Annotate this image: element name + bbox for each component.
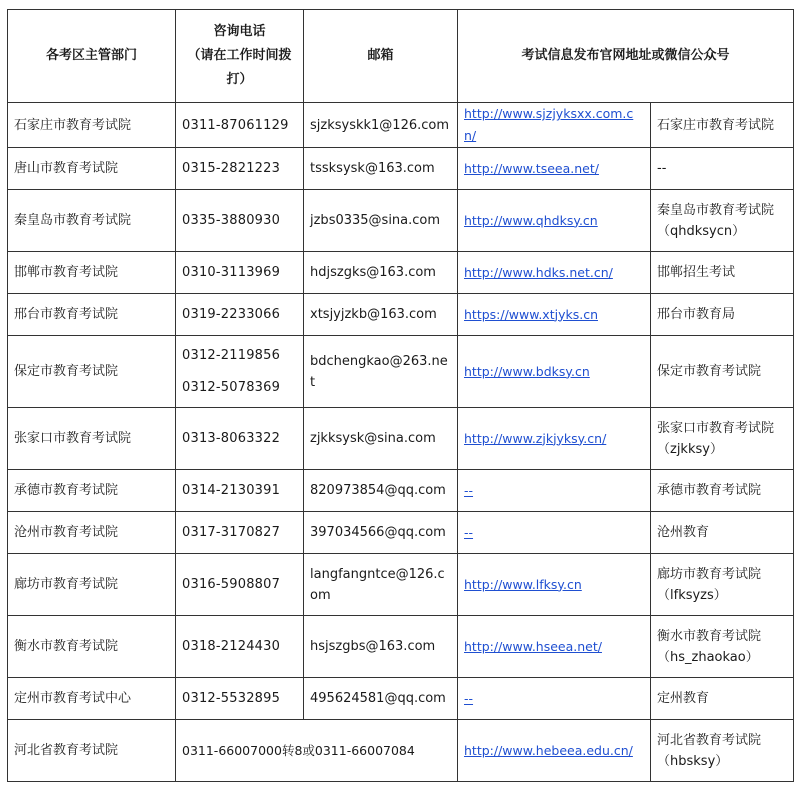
website-cell <box>458 408 651 470</box>
dept-cell: 保定市教育考试院 <box>8 336 176 408</box>
header-phone-line1: 咨询电话 <box>213 24 266 39</box>
header-site: 考试信息发布官网地址或微信公众号 <box>458 10 794 103</box>
wechat-account: 邯郸招生考试 <box>657 265 736 280</box>
wechat-account: （hs_zhaokao） <box>657 649 759 665</box>
website-link[interactable]: http://www.bdksy.cn <box>464 363 590 379</box>
phone-number: 0310-3113969 <box>182 265 281 280</box>
website-link[interactable]: http://www.zjkjyksy.cn/ <box>464 430 607 446</box>
phone-number: 0314-2130391 <box>182 483 281 498</box>
phone-cell <box>176 512 304 554</box>
wechat-account: （lfksyzs） <box>657 587 727 603</box>
phone-cell <box>176 103 304 148</box>
table-row <box>8 554 794 616</box>
dept-cell: 张家口市教育考试院 <box>8 408 176 470</box>
email-cell: jzbs0335@sina.com <box>304 190 458 252</box>
header-email: 邮箱 <box>304 10 458 103</box>
phone-cell <box>176 408 304 470</box>
wechat-account: 石家庄市教育考试院 <box>657 117 775 133</box>
phone-number: 0312-5532895 <box>182 691 281 706</box>
email-cell: xtsjyjzkb@163.com <box>304 294 458 336</box>
email-cell: 820973854@qq.com <box>304 470 458 512</box>
dept-cell: 石家庄市教育考试院 <box>8 103 176 148</box>
email-cell: hdjszgks@163.com <box>304 252 458 294</box>
table-row <box>8 252 794 294</box>
website-link[interactable]: http://www.qhdksy.cn <box>464 212 598 228</box>
website-cell <box>458 294 651 336</box>
website-cell <box>458 512 651 554</box>
table-row <box>8 408 794 470</box>
email-cell: zjkksysk@sina.com <box>304 408 458 470</box>
phone-cell <box>176 190 304 252</box>
wechat-cell <box>651 616 794 678</box>
wechat-account: （zjkksy） <box>657 441 723 457</box>
dept-cell: 河北省教育考试院 <box>8 720 176 782</box>
website-cell <box>458 554 651 616</box>
phone-number: 0335-3880930 <box>182 213 281 228</box>
phone-cell <box>176 294 304 336</box>
website-link[interactable]: http://www.tseea.net/ <box>464 160 599 176</box>
table-row <box>8 148 794 190</box>
phone-cell-merged: 0311-66007000转8或0311-66007084 <box>176 720 458 782</box>
wechat-cell <box>651 512 794 554</box>
wechat-cell <box>651 554 794 616</box>
website-cell <box>458 190 651 252</box>
phone-cell <box>176 554 304 616</box>
header-phone-line2: （请在工作时间拨打） <box>187 48 292 87</box>
wechat-account: 张家口市教育考试院 <box>657 420 775 436</box>
website-link[interactable]: -- <box>464 524 474 540</box>
phone-number: 0313-8063322 <box>182 431 281 446</box>
dept-cell: 沧州市教育考试院 <box>8 512 176 554</box>
phone-cell <box>176 616 304 678</box>
table-row <box>8 470 794 512</box>
wechat-account: （hbsksy） <box>657 753 729 769</box>
website-link[interactable]: http://www.hebeea.edu.cn/ <box>464 742 633 758</box>
wechat-cell <box>651 148 794 190</box>
email-cell: bdchengkao@263.net <box>304 336 458 408</box>
wechat-cell <box>651 408 794 470</box>
dept-cell: 衡水市教育考试院 <box>8 616 176 678</box>
email-cell: 397034566@qq.com <box>304 512 458 554</box>
dept-cell: 唐山市教育考试院 <box>8 148 176 190</box>
website-cell <box>458 252 651 294</box>
wechat-account: -- <box>657 161 667 176</box>
dept-cell: 定州市教育考试中心 <box>8 678 176 720</box>
wechat-cell <box>651 103 794 148</box>
wechat-account: 定州教育 <box>657 691 710 706</box>
email-cell: hsjszgbs@163.com <box>304 616 458 678</box>
phone-number: 0312-2119856 <box>182 347 281 363</box>
table-body <box>8 103 794 782</box>
wechat-cell <box>651 720 794 782</box>
dept-cell: 承德市教育考试院 <box>8 470 176 512</box>
email-cell: langfangntce@126.com <box>304 554 458 616</box>
phone-number: 0311-87061129 <box>182 117 289 133</box>
dept-cell: 邯郸市教育考试院 <box>8 252 176 294</box>
table-row <box>8 336 794 408</box>
table-row <box>8 190 794 252</box>
phone-number: 0317-3170827 <box>182 525 281 540</box>
contact-table <box>7 9 794 782</box>
phone-cell <box>176 336 304 408</box>
phone-cell <box>176 678 304 720</box>
phone-number: 0312-5078369 <box>182 379 281 395</box>
phone-cell <box>176 148 304 190</box>
wechat-account: 廊坊市教育考试院 <box>657 566 762 582</box>
website-link[interactable]: http://www.hseea.net/ <box>464 638 602 654</box>
wechat-account: 邢台市教育局 <box>657 307 736 322</box>
wechat-account: （qhdksycn） <box>657 223 746 239</box>
phone-number: 0316-5908807 <box>182 577 281 592</box>
wechat-account: 保定市教育考试院 <box>657 364 762 379</box>
email-cell: sjzksyskk1@126.com <box>304 103 458 148</box>
wechat-cell <box>651 470 794 512</box>
website-link[interactable]: -- <box>464 690 474 706</box>
website-link[interactable]: http://www.sjzjyksxx.com.cn/ <box>464 106 634 143</box>
website-link[interactable]: -- <box>464 482 474 498</box>
website-link[interactable]: https://www.xtjyks.cn <box>464 306 598 322</box>
phone-number: 0319-2233066 <box>182 307 281 322</box>
wechat-cell <box>651 294 794 336</box>
phone-number: 0315-2821223 <box>182 161 281 176</box>
header-row <box>8 10 794 103</box>
wechat-account: 衡水市教育考试院 <box>657 628 762 644</box>
website-cell <box>458 336 651 408</box>
wechat-account: 沧州教育 <box>657 525 710 540</box>
phone-cell <box>176 252 304 294</box>
website-link[interactable]: http://www.lfksy.cn <box>464 576 582 592</box>
phone-cell <box>176 470 304 512</box>
website-cell <box>458 148 651 190</box>
table-row <box>8 678 794 720</box>
website-cell <box>458 720 651 782</box>
table-row <box>8 720 794 782</box>
wechat-cell <box>651 678 794 720</box>
header-phone <box>176 10 304 103</box>
wechat-cell <box>651 190 794 252</box>
wechat-account: 秦皇岛市教育考试院 <box>657 202 775 218</box>
wechat-account: 河北省教育考试院 <box>657 732 762 748</box>
dept-cell: 秦皇岛市教育考试院 <box>8 190 176 252</box>
wechat-account: 承德市教育考试院 <box>657 483 762 498</box>
table-row <box>8 103 794 148</box>
website-cell <box>458 103 651 148</box>
table-row <box>8 616 794 678</box>
website-link[interactable]: http://www.hdks.net.cn/ <box>464 264 613 280</box>
website-cell <box>458 678 651 720</box>
table-row <box>8 294 794 336</box>
header-dept: 各考区主管部门 <box>8 10 176 103</box>
wechat-cell <box>651 336 794 408</box>
website-cell <box>458 616 651 678</box>
table-row <box>8 512 794 554</box>
email-cell: 495624581@qq.com <box>304 678 458 720</box>
phone-number: 0318-2124430 <box>182 639 281 654</box>
dept-cell: 廊坊市教育考试院 <box>8 554 176 616</box>
website-cell <box>458 470 651 512</box>
wechat-cell <box>651 252 794 294</box>
email-cell: tssksysk@163.com <box>304 148 458 190</box>
dept-cell: 邢台市教育考试院 <box>8 294 176 336</box>
